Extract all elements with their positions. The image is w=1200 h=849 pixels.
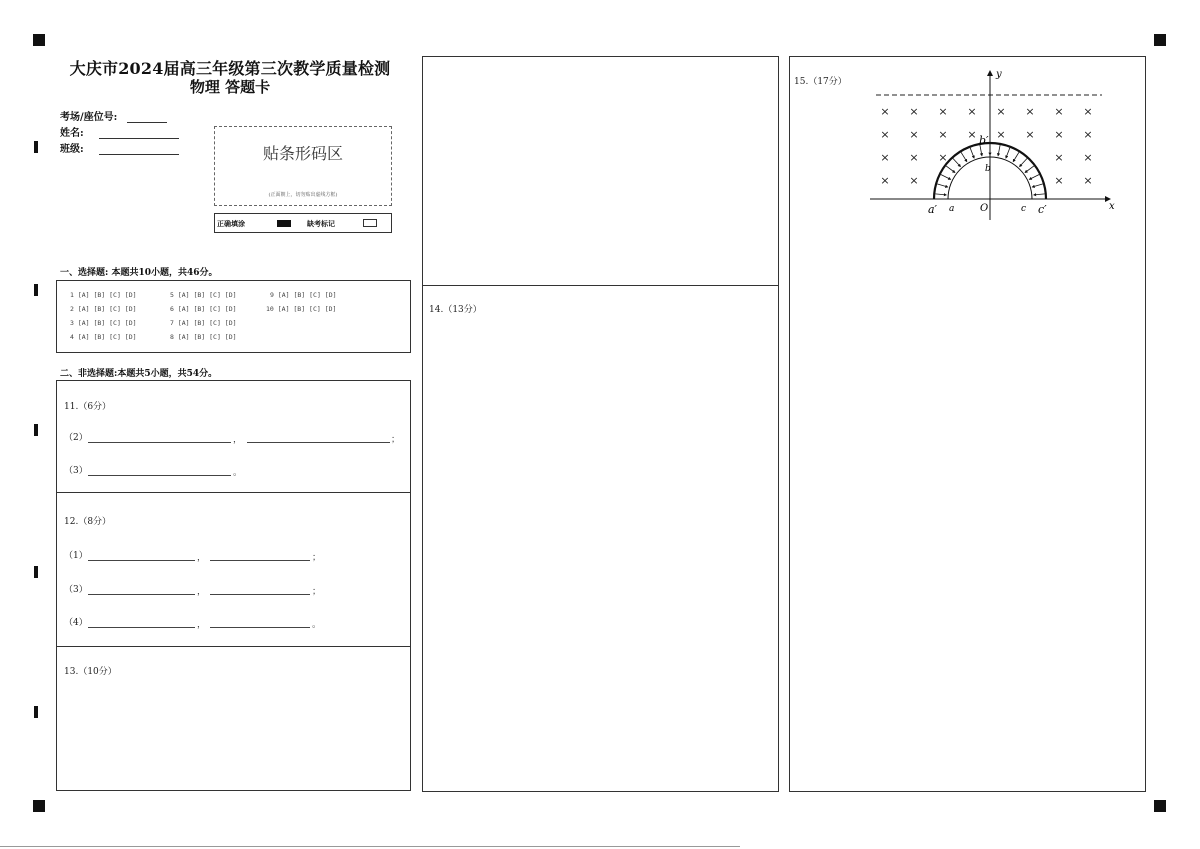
label-a-prime: a′ [928,203,938,216]
timing-mark [34,424,38,436]
exam-subtitle: 物理 答题卡 [189,78,271,96]
timing-mark [34,566,38,578]
q12-part4-comma: ， [197,620,207,630]
q11-part2-comma: ， [233,435,243,445]
absent-mark-label: 缺考标记 [307,219,335,228]
seat-number-line[interactable] [127,112,167,123]
q14-label: 14.（13分） [429,305,482,315]
q12-part1-label: （1） [64,551,88,561]
field-cross: × [996,105,1006,118]
radial-arrow [1032,184,1043,187]
registration-mark-bottom-right [1154,800,1166,812]
field-cross: × [1083,105,1093,118]
q11-label: 11.（6分） [64,402,112,412]
field-cross: × [880,128,890,141]
q12-part3-answer-2[interactable] [210,594,310,595]
radial-arrow [946,166,955,173]
q11-part2-label: （2） [64,433,88,443]
radial-arrow [998,145,1000,156]
label-x-axis: x [1109,201,1115,212]
label-c-prime: c′ [1038,203,1047,216]
q12-part1-comma: ， [197,553,207,563]
label-y-axis: y [996,69,1002,80]
field-cross: × [909,128,919,141]
radial-arrow [935,194,946,195]
q12-part1-answer-2[interactable] [210,560,310,561]
registration-mark-top-right [1154,34,1166,46]
class-field[interactable] [60,140,179,155]
field-cross: × [996,128,1006,141]
radial-arrow [1020,158,1028,166]
q11-part2-answer-1[interactable] [88,442,231,443]
radial-arrow [961,152,967,161]
mc-item-6[interactable]: 6 [A] [B] [C] [D] [170,305,237,313]
field-cross: × [880,174,890,187]
field-cross: × [909,105,919,118]
field-cross: × [938,151,948,164]
class-line[interactable] [99,144,179,155]
field-cross: × [909,151,919,164]
section2-heading: 二、非选择题:本题共5小题，共54分。 [60,369,218,379]
radial-arrow [1034,194,1045,195]
field-cross: × [1054,174,1064,187]
radial-arrow [1025,166,1034,173]
field-cross: × [1054,128,1064,141]
barcode-note: (正面朝上，切勿贴出虚线方框) [268,192,338,198]
radial-arrow [953,158,961,166]
q12-part1-semicolon: ； [312,553,322,563]
radial-arrow [1006,148,1010,158]
name-field[interactable] [60,124,179,139]
field-cross: × [1025,105,1035,118]
mc-item-10[interactable]: 10 [A] [B] [C] [D] [266,305,337,313]
mc-item-5[interactable]: 5 [A] [B] [C] [D] [170,291,237,299]
class-label: 班级: [60,144,84,155]
q12-part4-period: 。 [312,620,322,630]
q12-part1-answer-1[interactable] [88,560,195,561]
question-14-panel[interactable] [422,285,779,792]
question-11-panel [56,380,411,493]
radial-arrow [970,148,974,158]
q12-part3-answer-1[interactable] [88,594,195,595]
q15-figure [870,65,1120,225]
field-cross: × [1083,128,1093,141]
radial-arrow [1013,152,1019,161]
scan-edge-line [0,846,740,847]
mc-item-1[interactable]: 1 [A] [B] [C] [D] [70,291,137,299]
barcode-area [214,126,392,206]
radial-arrow [941,175,951,180]
seat-number-field[interactable] [60,108,167,123]
field-cross: × [1054,151,1064,164]
label-c: c [1021,204,1027,214]
q13-label: 13.（10分） [64,667,117,677]
field-cross: × [1025,128,1035,141]
correct-fill-label: 正确填涂 [217,219,245,228]
field-cross: × [909,174,919,187]
q12-part3-comma: ， [197,587,207,597]
label-origin: O [980,203,989,214]
field-cross: × [967,128,977,141]
q11-part3-label: （3） [64,466,88,476]
registration-mark-bottom-left [33,800,45,812]
timing-mark [34,141,38,153]
barcode-label: 贴条形码区 [262,144,343,163]
question-13-panel[interactable] [56,646,411,791]
field-cross: × [880,151,890,164]
field-cross: × [880,105,890,118]
multiple-choice-panel [56,280,411,353]
radial-arrow [1029,175,1039,180]
q11-part3-period: 。 [233,468,243,478]
correct-fill-sample [277,220,291,227]
field-cross: × [1083,151,1093,164]
field-cross: × [967,105,977,118]
radial-arrow [937,184,948,187]
question-12-panel [56,492,411,647]
absent-mark-box[interactable] [363,219,377,227]
fill-legend [214,213,392,233]
q12-label: 12.（8分） [64,517,112,527]
field-cross: × [938,105,948,118]
q13-continuation-panel[interactable] [422,56,779,286]
mc-item-7[interactable]: 7 [A] [B] [C] [D] [170,319,237,327]
seat-number-label: 考场/座位号: [60,112,118,123]
q12-part3-label: （3） [64,585,88,595]
name-line[interactable] [99,128,179,139]
field-cross: × [938,128,948,141]
question-15-panel[interactable] [789,56,1146,792]
name-label: 姓名: [60,128,84,139]
timing-mark [34,706,38,718]
q12-part4-label: （4） [64,618,88,628]
section1-heading: 一、选择题: 本题共10小题，共46分。 [60,268,218,278]
field-cross: × [1083,174,1093,187]
q11-part2-answer-2[interactable] [247,442,390,443]
label-b-prime: b′ [979,134,989,147]
q12-part4-answer-2[interactable] [210,627,310,628]
q11-part2-semicolon: ； [391,435,401,445]
timing-mark [34,284,38,296]
mc-item-8[interactable]: 8 [A] [B] [C] [D] [170,333,237,341]
mc-item-3[interactable]: 3 [A] [B] [C] [D] [70,319,137,327]
label-a: a [949,204,955,214]
q11-part3-answer[interactable] [88,475,231,476]
q15-label: 15.（17分） [794,77,847,87]
field-cross: × [1054,105,1064,118]
exam-title: 大庆市2024届高三年级第三次教学质量检测 [69,59,391,78]
q12-part4-answer-1[interactable] [88,627,195,628]
q12-part3-semicolon: ； [312,587,322,597]
mc-item-4[interactable]: 4 [A] [B] [C] [D] [70,333,137,341]
registration-mark-top-left [33,34,45,46]
label-b: b [985,164,991,174]
mc-item-9[interactable]: 9 [A] [B] [C] [D] [270,291,337,299]
mc-item-2[interactable]: 2 [A] [B] [C] [D] [70,305,137,313]
